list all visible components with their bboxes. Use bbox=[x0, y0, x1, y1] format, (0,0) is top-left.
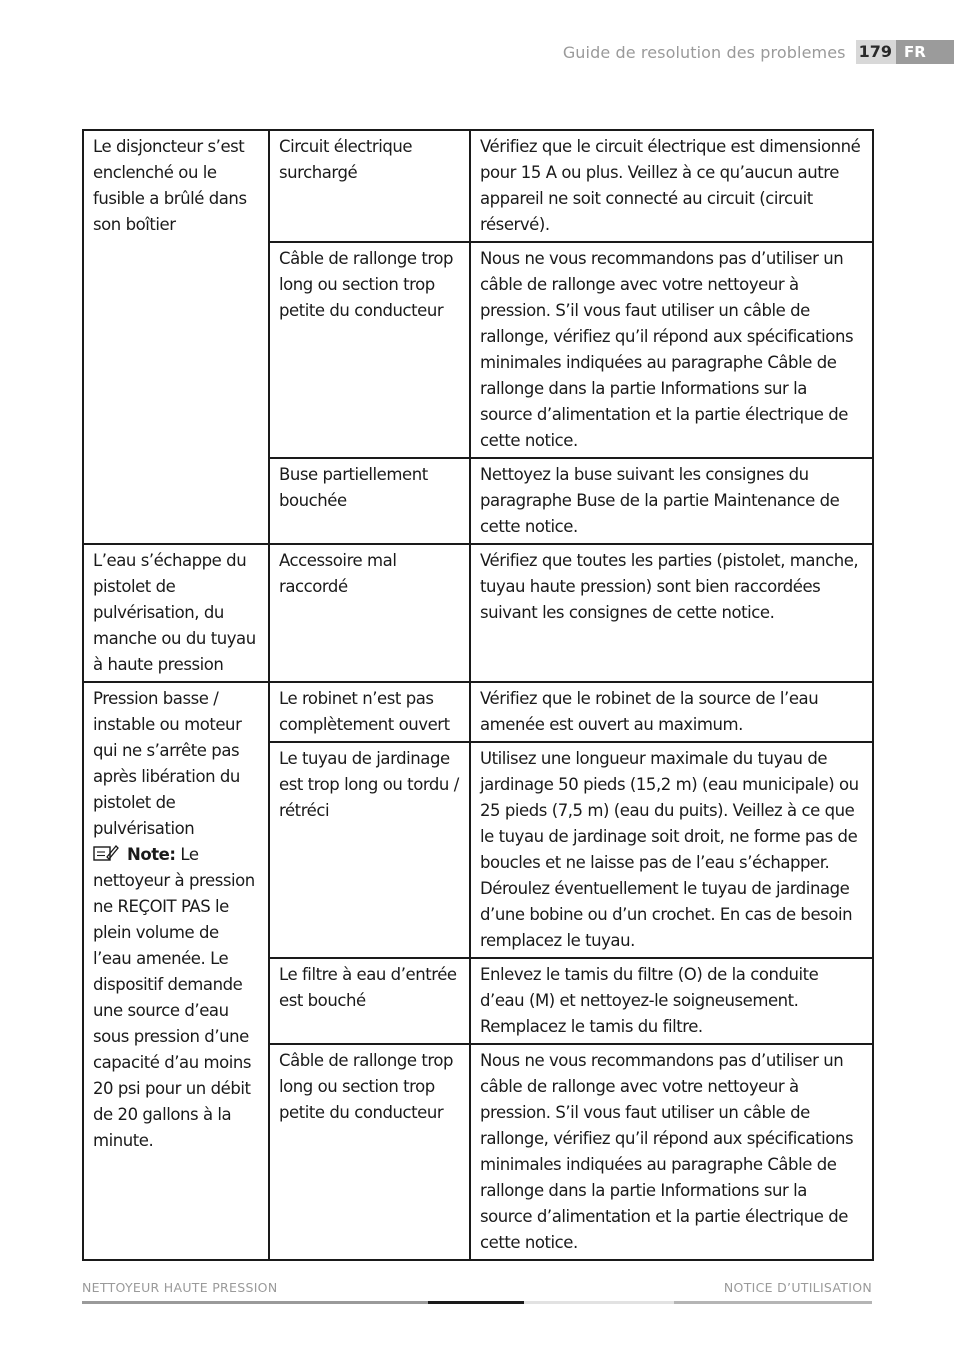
note-pencil-icon bbox=[93, 844, 119, 862]
page-header bbox=[563, 40, 954, 64]
problem-text: Pression basse / instable ou moteur qui ne s’arrête pas après libération du pistolet de pulvérisation bbox=[93, 689, 242, 838]
cause-cell: Câble de rallonge trop long ou section trop petite du conducteur bbox=[269, 1044, 470, 1260]
footer-document-name: NOTICE D’UTILISATION bbox=[723, 1280, 872, 1295]
solution-cell: Enlevez le tamis du filtre (O) de la conduite d’eau (M) et nettoyez-le soigneusement. Remplacez le tamis du filtre. bbox=[470, 958, 873, 1044]
cause-cell: Accessoire mal raccordé bbox=[269, 544, 470, 682]
solution-cell: Utilisez une longueur maximale du tuyau de jardinage 50 pieds (15,2 m) (eau municipale) ou 25 pieds (7,5 m) (eau du puits). Veillez à ce que le tuyau de jardinage soit droit, ne forme pas de boucles et ne laisse pas de l’eau s’échapper. Déroulez éventuellement le tuyau de jardinage d’une bobine ou d’un crochet. En cas de besoin remplacez le tuyau. bbox=[470, 742, 873, 958]
footer-product-name: NETTOYEUR HAUTE PRESSION bbox=[82, 1280, 278, 1295]
language-tab: FR bbox=[896, 40, 954, 64]
cause-cell: Buse partiellement bouchée bbox=[269, 458, 470, 544]
footer-rule bbox=[428, 1301, 524, 1304]
note-text: Le nettoyeur à pression ne REÇOIT PAS le plein volume de l’eau amenée. Le dispositif demande une source d’eau sous pression d’une capacité d’au moins 20 psi pour un débit de 20 gallons à la minute. bbox=[93, 845, 255, 1150]
footer-rule bbox=[674, 1301, 872, 1304]
solution-cell: Vérifiez que le robinet de la source de l’eau amenée est ouvert au maximum. bbox=[470, 682, 873, 742]
solution-cell: Vérifiez que le circuit électrique est dimensionné pour 15 A ou plus. Veillez à ce qu’aucun autre appareil ne soit connecté au circuit (circuit réservé). bbox=[470, 130, 873, 242]
cause-cell: Circuit électrique surchargé bbox=[269, 130, 470, 242]
problem-cell bbox=[83, 682, 269, 1260]
solution-cell: Nettoyez la buse suivant les consignes du paragraphe Buse de la partie Maintenance de cette notice. bbox=[470, 458, 873, 544]
cause-cell: Le robinet n’est pas complètement ouvert bbox=[269, 682, 470, 742]
solution-cell: Nous ne vous recommandons pas d’utiliser un câble de rallonge avec votre nettoyeur à pression. S’il vous faut utiliser un câble de rallonge, vérifiez qu’il répond aux spécifications minimales indiquées au paragraphe Câble de rallonge dans la partie Informations sur la source d’alimentation et la partie électrique de cette notice. bbox=[470, 242, 873, 458]
footer-rule bbox=[524, 1301, 674, 1304]
table-row bbox=[83, 130, 873, 242]
section-title: Guide de resolution des problemes bbox=[562, 42, 846, 62]
table-row bbox=[83, 544, 873, 682]
solution-cell: Nous ne vous recommandons pas d’utiliser un câble de rallonge avec votre nettoyeur à pression. S’il vous faut utiliser un câble de rallonge, vérifiez qu’il répond aux spécifications minimales indiquées au paragraphe Câble de rallonge dans la partie Informations sur la source d’alimentation et la partie électrique de cette notice. bbox=[470, 1044, 873, 1260]
note-label: Note: bbox=[127, 845, 176, 864]
table-row bbox=[83, 682, 873, 742]
problem-cell: Le disjoncteur s’est enclenché ou le fusible a brûlé dans son boîtier bbox=[83, 130, 269, 544]
problem-cell: L’eau s’échappe du pistolet de pulvérisation, du manche ou du tuyau à haute pression bbox=[83, 544, 269, 682]
cause-cell: Câble de rallonge trop long ou section trop petite du conducteur bbox=[269, 242, 470, 458]
cause-cell: Le filtre à eau d’entrée est bouché bbox=[269, 958, 470, 1044]
note bbox=[93, 842, 259, 1154]
page-number: 179 bbox=[856, 40, 896, 64]
troubleshooting-table bbox=[82, 129, 874, 1261]
footer-rule bbox=[82, 1301, 428, 1304]
cause-cell: Le tuyau de jardinage est trop long ou tordu / rétréci bbox=[269, 742, 470, 958]
solution-cell: Vérifiez que toutes les parties (pistolet, manche, tuyau haute pression) sont bien raccordées suivant les consignes de cette notice. bbox=[470, 544, 873, 682]
